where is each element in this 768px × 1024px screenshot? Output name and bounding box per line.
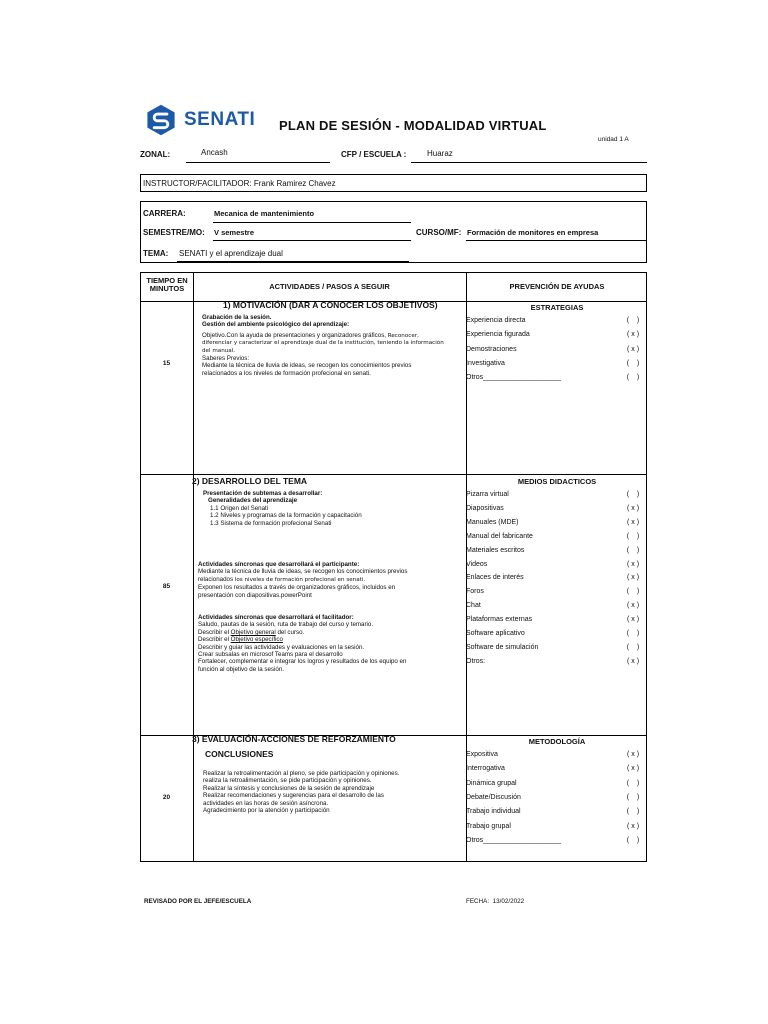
s1-line: diferenciar y caracterizar el aprendizaje dual de la institución, teniendo la información [202, 340, 444, 347]
header-activities: ACTIVIDADES / PASOS A SEGUIR [269, 282, 390, 291]
section2-participant [198, 561, 407, 599]
instructor-box [140, 174, 647, 192]
cfp-value: Huaraz [427, 149, 453, 158]
section2-minutes: 85 [162, 583, 171, 590]
s2-line: Fortalecer, complementar e integrar los logros y resultados de los equipo en [198, 658, 407, 666]
option-checkbox[interactable]: ( ) [626, 317, 640, 324]
s3-line: Agradecimiento por la atención y participación [203, 807, 330, 815]
tema-label: TEMA: [143, 249, 169, 258]
s2-line [198, 576, 407, 584]
cfp-underline [411, 162, 647, 163]
title-sub: - MODALIDAD VIRTUAL [391, 118, 547, 133]
option-row [466, 630, 644, 637]
option-row [466, 519, 644, 526]
option-checkbox[interactable]: ( ) [626, 793, 640, 801]
tema-value: SENATI y el aprendizaje dual [179, 249, 283, 258]
semestre-underline [213, 240, 411, 241]
page-title [279, 118, 547, 133]
section2-title: 2) DESARROLLO DEL TEMA [192, 476, 308, 486]
option-label: Videos [466, 560, 488, 568]
option-label: Materiales escritos [466, 546, 525, 554]
carrera-label: CARRERA: [143, 209, 186, 218]
s2-line [198, 629, 406, 636]
option-row [466, 505, 644, 512]
section3-subtitle: CONCLUSIONES [205, 749, 274, 759]
course-info-box [140, 201, 647, 263]
option-checkbox[interactable]: ( ) [626, 836, 640, 844]
option-checkbox[interactable]: ( ) [626, 546, 640, 554]
option-row [466, 533, 644, 540]
section1-body [202, 314, 444, 377]
option-label: Trabajo grupal [466, 822, 511, 830]
section3-col-title: METODOLOGÍA [528, 737, 586, 746]
option-label: Dinámica grupal [466, 779, 517, 787]
header-aids: PREVENCIÓN DE AYUDAS [509, 282, 605, 291]
option-label: Pizarra virtual [466, 491, 509, 498]
option-row [466, 644, 644, 651]
senati-logo-icon [144, 103, 178, 137]
carrera-underline [213, 222, 411, 223]
option-row [466, 837, 644, 844]
option-label: Manuales (MDE) [466, 518, 519, 526]
s2-line-part: Describir el [198, 636, 231, 644]
option-row [466, 658, 644, 665]
section1-minutes: 15 [162, 360, 171, 367]
s2-line-part: Objetivo general [230, 628, 276, 636]
reviewed-label: REVISADO POR EL JEFE/ESCUELA [144, 898, 252, 905]
s3-line: realiza la retroalimentación, se pide participación y opiniones. [203, 777, 372, 785]
option-checkbox[interactable]: ( x ) [626, 504, 640, 512]
option-label: Enlaces de interés [466, 574, 524, 582]
unit-label: unidad 1 A [598, 136, 629, 143]
col-divider-1 [193, 273, 194, 861]
tema-underline [177, 261, 409, 262]
s2-line: Crear subsalas en microsof Teams para el desarrollo [198, 651, 343, 659]
option-label: Plataformas externas [466, 616, 533, 624]
option-row [466, 374, 644, 381]
option-row [466, 331, 644, 338]
section2-facilitator [198, 614, 406, 673]
section3-title: 3) EVALUACIÓN-ACCIONES DE REFORZAMIENTO [192, 734, 396, 744]
option-checkbox[interactable]: ( x ) [626, 602, 640, 610]
option-row [466, 561, 644, 568]
zonal-underline [186, 162, 330, 163]
s2-line: presentación con diapositivas.powerPoint [198, 591, 312, 599]
s2-line-part: Objetivo específico [230, 636, 283, 644]
senati-logo [144, 103, 255, 137]
option-checkbox[interactable]: ( ) [626, 808, 640, 816]
option-row [466, 808, 644, 815]
s3-line: Realizar la retroalimentación al pleno, se pide participación y opiniones. [203, 770, 400, 777]
option-label: Foros [466, 588, 484, 596]
option-checkbox[interactable]: ( x ) [626, 345, 640, 353]
option-checkbox[interactable]: ( x ) [626, 657, 640, 665]
option-row [466, 360, 644, 367]
s2-line: Generalidades del aprendizaje [208, 497, 298, 505]
option-checkbox[interactable]: ( x ) [626, 822, 640, 830]
option-row [466, 616, 644, 623]
s1-line: relacionados a los niveles de formación profecional en senati. [202, 369, 371, 377]
option-label: Otros____________________ [466, 836, 561, 844]
zonal-value: Ancash [201, 148, 228, 157]
option-row [466, 602, 644, 609]
s3-line: Realizar la síntesis y conclusiones de la sesión de aprendizaje [203, 784, 375, 792]
s2-line: función al objetivo de la sesión. [198, 665, 284, 673]
option-checkbox[interactable]: ( x ) [626, 765, 640, 773]
section3-body [203, 770, 399, 814]
option-checkbox[interactable]: ( ) [626, 779, 640, 787]
brand-name: SENATI [184, 109, 256, 130]
option-label: Manual del fabricante [466, 532, 533, 540]
option-label: Expositiva [466, 751, 498, 758]
option-label: Software aplicativo [466, 630, 525, 637]
s2-line: 1.1 Origen del Senati [210, 504, 269, 512]
s2-line: Presentación de subtemas a desarrollar: [203, 490, 323, 497]
section2-col-title: MEDIOS DIDACTICOS [517, 477, 597, 486]
option-label: Trabajo individual [466, 808, 521, 816]
s2-line: Saludo, pautas de la sesión, ruta de trabajo del curso y temario. [198, 621, 374, 629]
session-table [140, 272, 647, 862]
option-checkbox[interactable]: ( ) [626, 643, 640, 651]
cfp-label: CFP / ESCUELA : [341, 150, 407, 159]
s2-line: Mediante la técnica de lluvia de ideas, se recogen los conocimientos previos [198, 568, 408, 576]
s2-line [198, 636, 406, 643]
date-label: FECHA: [466, 898, 490, 905]
s1-line: Mediante la técnica de lluvia de ideas, se recogen los conocimientos previos [202, 362, 412, 370]
s3-line: Realizar recomendaciones y sugerencias para el desarrollo de las [203, 792, 384, 800]
s2-line: Actividades síncronas que desarrollará el participante: [198, 561, 360, 568]
semestre-label: SEMESTRE/MO: [143, 228, 205, 237]
s1-line: del manual. [202, 347, 236, 354]
s1-line: Gestión del ambiente psicológico del aprendizaje: [202, 321, 350, 329]
option-checkbox[interactable]: ( x ) [626, 560, 640, 568]
option-checkbox[interactable]: ( x ) [626, 518, 640, 526]
option-row [466, 765, 644, 772]
s1-line-part: Objetivo.Con la ayuda de presentaciones y organizadores gráficos, [202, 331, 388, 339]
option-row [466, 317, 644, 324]
option-row [466, 794, 644, 801]
s2-line: Exponen los resultados a través de organizadores gráficos, incluidos en [198, 584, 396, 592]
s2-line-part: Describir el [198, 628, 231, 636]
row-divider-1 [141, 474, 646, 475]
section1-title: 1) MOTIVACIÓN (DAR A CONOCER LOS OBJETIVOS) [223, 300, 438, 310]
option-checkbox[interactable]: ( x ) [626, 331, 640, 339]
option-checkbox[interactable]: ( x ) [626, 574, 640, 582]
curso-value: Formación de monitores en empresa [467, 228, 599, 237]
option-row [466, 823, 644, 830]
s2-line: Actividades síncronas que desarrollará el facilitador: [198, 614, 354, 621]
option-checkbox[interactable]: ( ) [626, 491, 640, 498]
section2-subtopics [203, 490, 362, 527]
title-main: PLAN DE SESIÓN [279, 118, 392, 133]
instructor-text: INSTRUCTOR/FACILITADOR: Frank Ramirez Chavez [143, 179, 336, 188]
option-checkbox[interactable]: ( x ) [626, 616, 640, 624]
curso-label: CURSO/MF: [416, 228, 462, 237]
s2-line-part: del curso. [275, 628, 305, 636]
header-time-line1: TIEMPO EN [146, 276, 188, 285]
option-row [466, 547, 644, 554]
curso-underline [466, 240, 646, 241]
option-label: Investigativa [466, 359, 505, 367]
option-checkbox[interactable]: ( ) [626, 359, 640, 367]
s2-line: Describir y guiar las actividades y evaluaciones en la sesión. [198, 643, 365, 651]
option-label: Experiencia directa [466, 317, 526, 324]
option-checkbox[interactable]: ( x ) [626, 751, 640, 758]
option-label: Otros: [466, 657, 486, 665]
option-label: Otros____________________ [466, 374, 561, 382]
s2-line-part: relacionados [198, 575, 235, 583]
section3-minutes: 20 [162, 794, 171, 801]
s1-line [202, 332, 444, 340]
header-time [141, 277, 193, 293]
option-label: Diapositivas [466, 504, 504, 512]
carrera-value: Mecanica de mantenimiento [214, 209, 315, 218]
option-checkbox[interactable]: ( ) [626, 532, 640, 540]
option-label: Chat [466, 602, 481, 610]
s1-line: Saberes Previos: [202, 355, 250, 363]
s1-line: Grabación de la sesión. [202, 314, 272, 321]
option-checkbox[interactable]: ( ) [626, 588, 640, 596]
date-field [466, 898, 524, 905]
s2-line: 1.2 Niveles y programas de la formación y capacitación [210, 512, 362, 520]
s2-line: 1.3 Sistema de formación profecional Senati [210, 519, 332, 527]
option-label: Debate/Discusión [466, 793, 521, 801]
date-value: 13/02/2022 [492, 898, 525, 905]
s1-line-part: Reconocer, [387, 332, 419, 339]
option-row [466, 751, 644, 758]
option-row [466, 588, 644, 595]
s3-line: actividades en las horas de sesión asíncrona. [203, 799, 329, 807]
option-checkbox[interactable]: ( ) [626, 630, 640, 637]
option-label: Experiencia figurada [466, 331, 530, 339]
option-row [466, 780, 644, 787]
option-label: Interrogativa [466, 765, 505, 773]
option-row [466, 491, 644, 498]
s2-line-part: los niveles de formación profecional en senati. [234, 576, 366, 583]
option-label: Software de simulación [466, 643, 539, 651]
header-time-line2: MINUTOS [149, 284, 185, 293]
option-row [466, 574, 644, 581]
option-checkbox[interactable]: ( ) [626, 374, 640, 382]
zonal-label: ZONAL: [140, 150, 171, 159]
option-row [466, 346, 644, 353]
semestre-value: V semestre [214, 228, 255, 237]
option-label: Demostraciones [466, 345, 517, 353]
section1-col-title: ESTRATEGIAS [530, 303, 584, 312]
